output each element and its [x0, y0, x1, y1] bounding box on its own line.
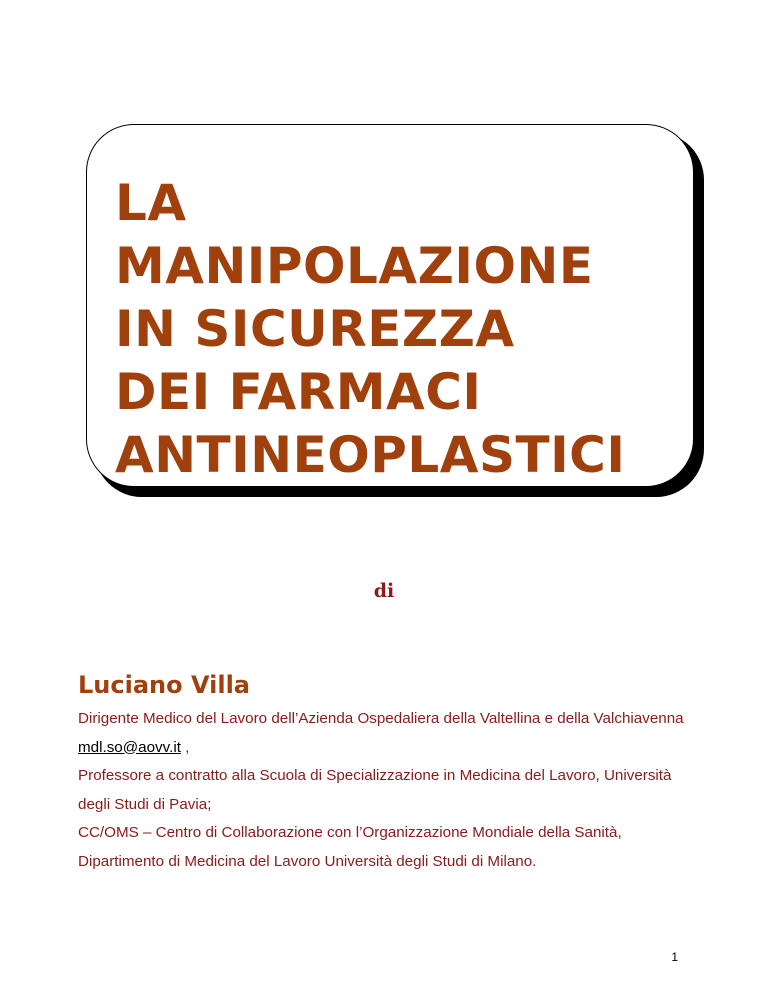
title-line: ANTINEOPLASTICI: [115, 426, 626, 484]
affiliation-1: [78, 705, 698, 762]
affiliation-3: CC/OMS – Centro di Collaborazione con l’Organizzazione Mondiale della Sanità, Dipartimento di Medicina del Lavoro Università degli Studi di Milano.: [78, 824, 622, 870]
by-word: di: [373, 580, 395, 602]
title-line: IN SICUREZZA: [115, 300, 515, 358]
title-line: MANIPOLAZIONE: [115, 237, 594, 295]
author-bio: [78, 705, 698, 876]
affiliation-2: Professore a contratto alla Scuola di Specializzazione in Medicina del Lavoro, Università degli Studi di Pavia;: [78, 767, 672, 813]
document-title: [115, 172, 625, 487]
affiliation-1-suffix: ,: [185, 738, 190, 756]
email-link[interactable]: mdl.so@aovv.it: [78, 738, 181, 756]
title-line: DEI FARMACI: [115, 363, 482, 421]
page-number: 1: [671, 950, 678, 964]
author-name: Luciano Villa: [78, 671, 250, 699]
title-line: LA: [115, 174, 187, 232]
affiliation-1-text: Dirigente Medico del Lavoro dell’Azienda Ospedaliera della Valtellina e della Valchiavenna: [78, 710, 684, 727]
